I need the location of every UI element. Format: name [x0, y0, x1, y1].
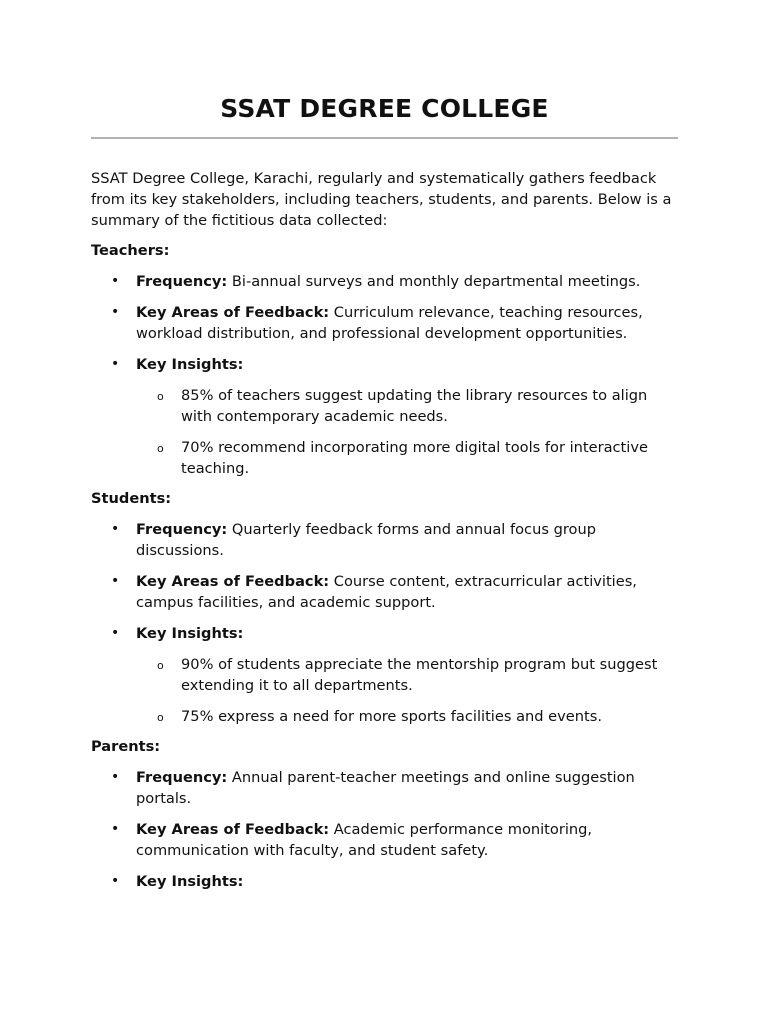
sub-bullet-icon: o	[157, 659, 164, 672]
students-key-insights-item	[91, 623, 678, 727]
students-insights-list	[136, 654, 678, 727]
teachers-insight-text: 85% of teachers suggest updating the library resources to align with contemporary academic needs.	[181, 387, 648, 425]
page-title: SSAT DEGREE COLLEGE	[220, 94, 549, 123]
parents-key-areas-item	[91, 819, 678, 861]
key-areas-label: Key Areas of Feedback:	[136, 573, 330, 590]
sub-bullet-icon: o	[157, 390, 164, 403]
parents-frequency-item	[91, 767, 678, 809]
students-key-areas-text: Course content, extracurricular activities, campus facilities, and academic support.	[136, 573, 637, 611]
parents-frequency-text: Annual parent-teacher meetings and online suggestion portals.	[136, 769, 635, 807]
sub-bullet-icon: o	[157, 442, 164, 455]
teachers-insights-list	[136, 385, 678, 479]
frequency-label: Frequency:	[136, 273, 228, 290]
key-insights-label: Key Insights:	[136, 873, 244, 890]
parents-list	[91, 767, 678, 892]
title-divider	[91, 137, 678, 139]
bullet-icon: •	[111, 521, 120, 537]
teachers-insight-item	[136, 385, 678, 427]
bullet-icon: •	[111, 769, 120, 785]
students-list	[91, 519, 678, 727]
bullet-icon: •	[111, 304, 120, 320]
teachers-key-insights-item	[91, 354, 678, 479]
students-insight-text: 90% of students appreciate the mentorship program but suggest extending it to all departments.	[181, 656, 658, 694]
teachers-frequency-text: Bi-annual surveys and monthly departmental meetings.	[231, 273, 641, 290]
sub-bullet-icon: o	[157, 711, 164, 724]
teachers-insight-text: 70% recommend incorporating more digital tools for interactive teaching.	[181, 439, 648, 477]
students-insight-item	[136, 706, 678, 727]
teachers-key-areas-text: Curriculum relevance, teaching resources, workload distribution, and professional development opportunities.	[136, 304, 643, 342]
intro-paragraph: SSAT Degree College, Karachi, regularly and systematically gathers feedback from its key stakeholders, including teachers, students, and parents. Below is a summary of the fictitious data collected:	[91, 170, 672, 229]
bullet-icon: •	[111, 625, 120, 641]
students-frequency-item	[91, 519, 678, 561]
key-insights-label: Key Insights:	[136, 356, 244, 373]
students-heading: Students:	[91, 490, 172, 507]
teachers-heading: Teachers:	[91, 242, 170, 259]
students-key-areas-item	[91, 571, 678, 613]
students-frequency-text: Quarterly feedback forms and annual focus group discussions.	[136, 521, 596, 559]
bullet-icon: •	[111, 573, 120, 589]
frequency-label: Frequency:	[136, 521, 228, 538]
bullet-icon: •	[111, 873, 120, 889]
key-areas-label: Key Areas of Feedback:	[136, 821, 330, 838]
teachers-key-areas-item	[91, 302, 678, 344]
parents-key-areas-text: Academic performance monitoring, communication with faculty, and student safety.	[136, 821, 593, 859]
key-insights-label: Key Insights:	[136, 625, 244, 642]
document-page	[91, 94, 678, 892]
key-areas-label: Key Areas of Feedback:	[136, 304, 330, 321]
bullet-icon: •	[111, 821, 120, 837]
students-insight-item	[136, 654, 678, 696]
teachers-insight-item	[136, 437, 678, 479]
bullet-icon: •	[111, 273, 120, 289]
teachers-list	[91, 271, 678, 479]
bullet-icon: •	[111, 356, 120, 372]
frequency-label: Frequency:	[136, 769, 228, 786]
parents-heading: Parents:	[91, 738, 161, 755]
parents-key-insights-item	[91, 871, 678, 892]
students-insight-text: 75% express a need for more sports facilities and events.	[181, 708, 602, 725]
teachers-frequency-item	[91, 271, 678, 292]
